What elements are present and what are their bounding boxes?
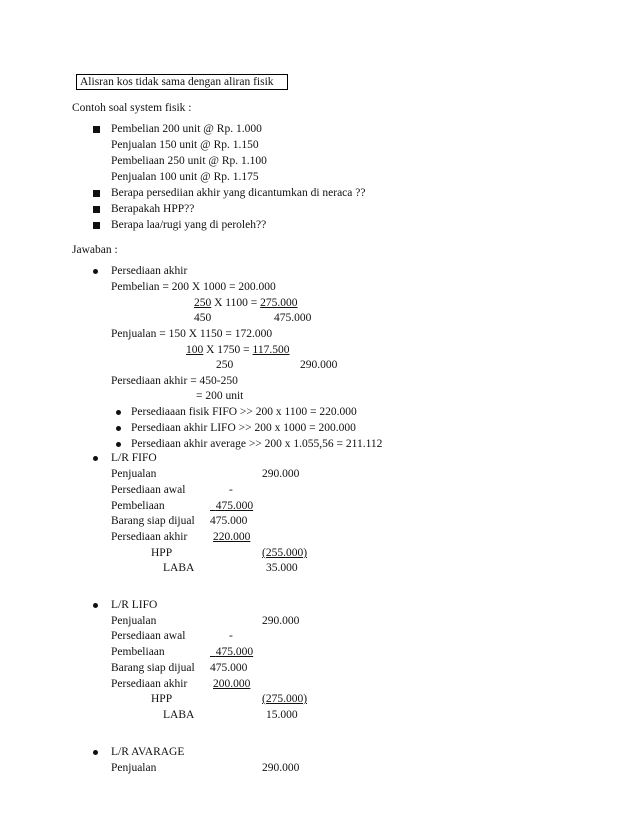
penjualan-line-2 (186, 343, 290, 357)
method-lifo: Persediaan akhir LIFO >> 200 x 1000 = 200.000 (131, 422, 356, 434)
pembelian-sum-total: 475.000 (274, 312, 312, 324)
question-item: Berapa persediian akhir yang dicantumkan di neraca ?? (111, 187, 366, 199)
round-bullet-icon (93, 456, 98, 461)
lr-fifo-laba-value: 35.000 (266, 562, 298, 574)
persediaan-akhir-line-2: = 200 unit (196, 390, 244, 402)
section-title: Alisran kos tidak sama dengan aliran fisik (80, 76, 274, 88)
square-bullet-icon (93, 206, 100, 213)
lr-lifo-penjualan-value: 290.000 (262, 615, 300, 627)
question-item: Berapakah HPP?? (111, 203, 195, 215)
lr-lifo-siap-label: Barang siap dijual (111, 662, 195, 674)
lr-lifo-siap-value: 475.000 (210, 662, 248, 674)
square-bullet-icon (93, 190, 100, 197)
penjualan-sum-qty: 250 (216, 359, 234, 371)
lr-fifo-penjualan-value: 290.000 (262, 468, 300, 480)
lr-lifo-hpp-label: HPP (151, 693, 173, 705)
lr-average-title: L/R AVARAGE (111, 746, 185, 758)
lr-lifo-hpp-value: (275.000) (262, 693, 308, 705)
transaction-line: Pembelian 200 unit @ Rp. 1.000 (111, 123, 262, 135)
square-bullet-icon (93, 222, 100, 229)
lr-average-penjualan-value: 290.000 (262, 762, 300, 774)
lr-fifo-title: L/R FIFO (111, 452, 157, 464)
round-bullet-icon (116, 410, 121, 415)
lr-fifo-hpp-value: (255.000) (262, 547, 308, 559)
lr-average-penjualan-label: Penjualan (111, 762, 157, 774)
lr-fifo-akhir-value: 220.000 (213, 531, 251, 543)
pembelian-line-2 (194, 296, 298, 310)
round-bullet-icon (116, 426, 121, 431)
lr-fifo-akhir-label: Persediaan akhir (111, 531, 188, 543)
transaction-line: Penjualan 100 unit @ Rp. 1.175 (111, 171, 259, 183)
problem-intro: Contoh soal system fisik : (72, 102, 192, 114)
penjualan-line-1: Penjualan = 150 X 1150 = 172.000 (111, 328, 273, 340)
round-bullet-icon (93, 603, 98, 608)
pembelian-2-qty: 250 (194, 297, 212, 309)
lr-lifo-pembelian-amount: 475.000 (215, 646, 254, 658)
penjualan-2-total: 117.500 (252, 344, 290, 356)
lr-fifo-laba-label: LABA (163, 562, 195, 574)
round-bullet-icon (93, 750, 98, 755)
round-bullet-icon (93, 269, 98, 274)
lr-lifo-awal-value: - (229, 630, 233, 642)
lr-lifo-awal-label: Persediaan awal (111, 630, 186, 642)
method-average: Persediaan akhir average >> 200 x 1.055,56 = 211.112 (131, 438, 383, 450)
transaction-line: Pembeliaan 250 unit @ Rp. 1.100 (111, 155, 267, 167)
lr-fifo-pembelian-label: Pembeliaan (111, 500, 165, 512)
round-bullet-icon (116, 442, 121, 447)
lr-lifo-laba-label: LABA (163, 709, 195, 721)
question-item: Berapa laa/rugi yang di peroleh?? (111, 219, 267, 231)
lr-lifo-penjualan-label: Penjualan (111, 615, 157, 627)
lr-fifo-awal-label: Persediaan awal (111, 484, 186, 496)
lr-lifo-pembelian-value (210, 645, 253, 659)
pembelian-sum-qty: 450 (194, 312, 212, 324)
lr-lifo-akhir-label: Persediaan akhir (111, 678, 188, 690)
method-fifo: Persediaaan fisik FIFO >> 200 x 1100 = 220.000 (131, 406, 357, 418)
answer-title: Jawaban : (72, 244, 118, 256)
transaction-line: Penjualan 150 unit @ Rp. 1.150 (111, 139, 259, 151)
lr-fifo-pembelian-value (210, 499, 253, 513)
lr-fifo-penjualan-label: Penjualan (111, 468, 157, 480)
pembelian-line-1: Pembelian = 200 X 1000 = 200.000 (111, 281, 276, 293)
penjualan-2-qty: 100 (186, 344, 204, 356)
persediaan-heading: Persediaan akhir (111, 265, 188, 277)
lr-fifo-awal-value: - (229, 484, 233, 496)
lr-lifo-akhir-value: 200.000 (213, 678, 251, 690)
lr-fifo-hpp-label: HPP (151, 547, 173, 559)
lr-fifo-pembelian-amount: 475.000 (215, 500, 254, 512)
lr-lifo-title: L/R LIFO (111, 599, 158, 611)
lr-lifo-laba-value: 15.000 (266, 709, 298, 721)
penjualan-2-mid: X 1750 = (203, 344, 253, 356)
square-bullet-icon (93, 126, 100, 133)
penjualan-sum-total: 290.000 (300, 359, 338, 371)
lr-fifo-siap-label: Barang siap dijual (111, 515, 195, 527)
pembelian-2-mid: X 1100 = (211, 297, 261, 309)
lr-fifo-siap-value: 475.000 (210, 515, 248, 527)
lr-lifo-pembelian-label: Pembeliaan (111, 646, 165, 658)
persediaan-akhir-line-1: Persediaan akhir = 450-250 (111, 375, 238, 387)
section-title-box (76, 74, 288, 90)
pembelian-2-total: 275.000 (260, 297, 298, 309)
